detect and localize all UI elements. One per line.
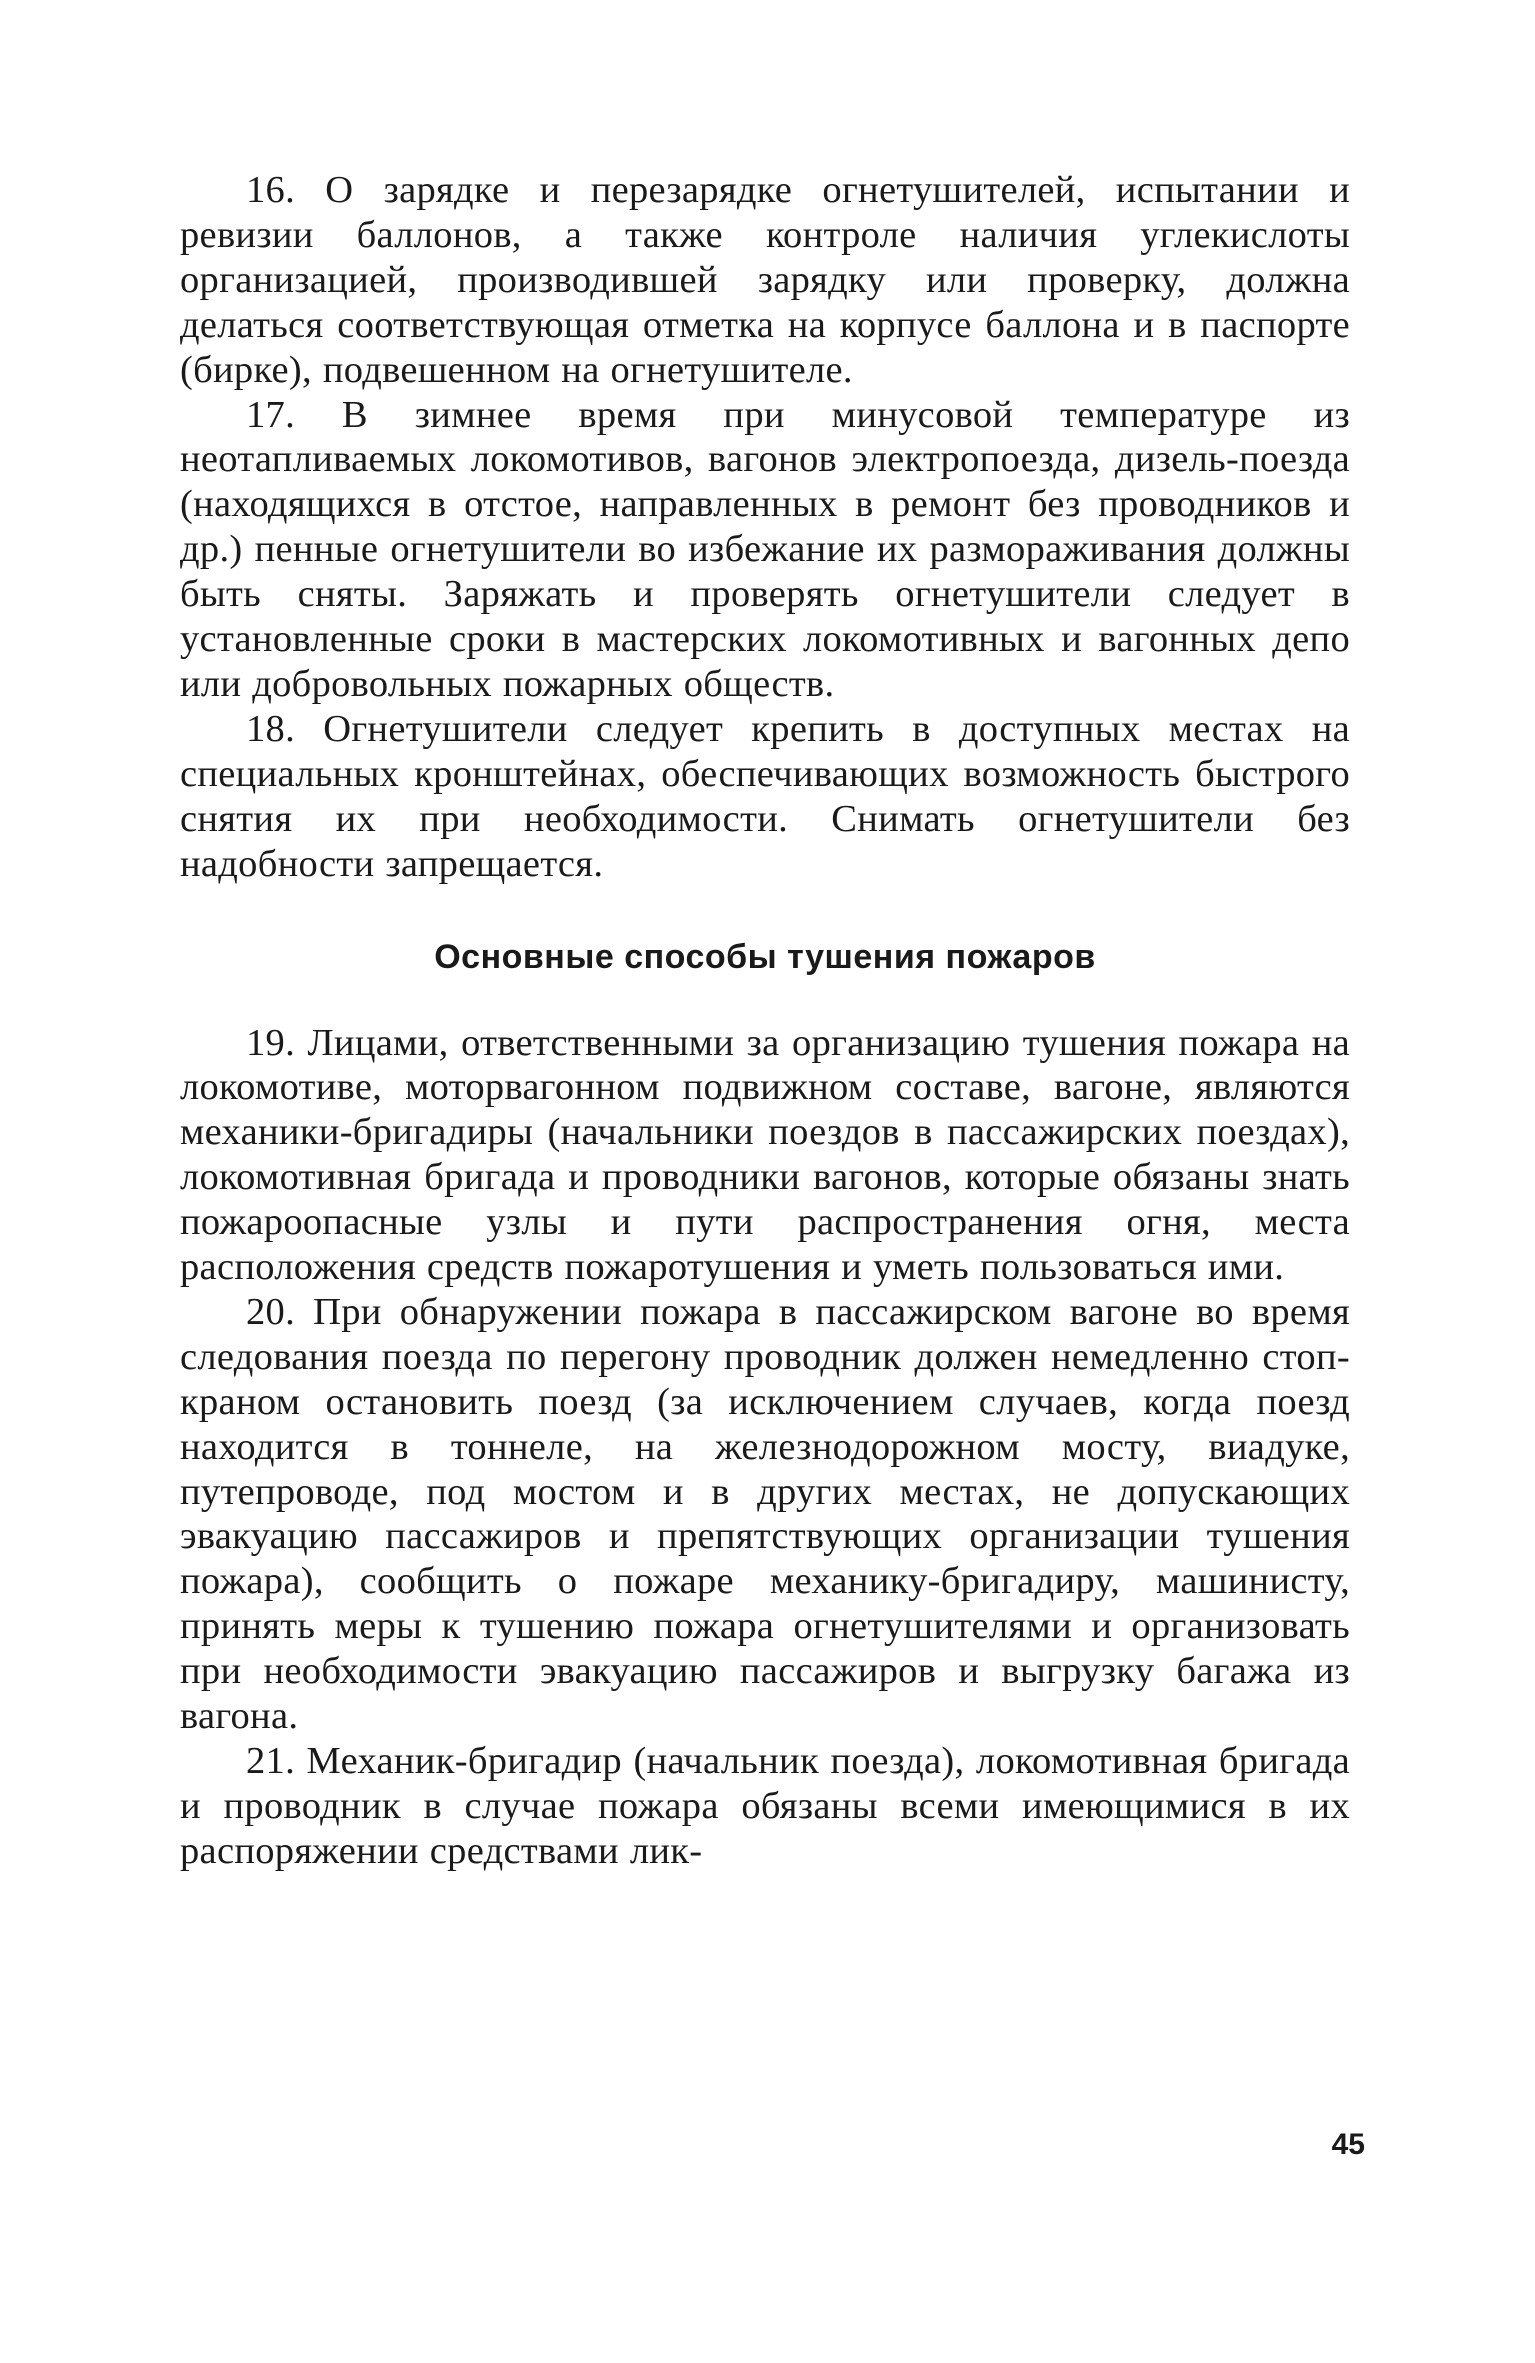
page-body xyxy=(180,168,1350,1874)
paragraph-20: 20. При обнаружении пожара в пассажирском вагоне во время следования поезда по перегону проводник должен немедленно стоп-краном остановить поезд (за исключением случаев, когда поезд находится в тоннеле, на железнодорожном мосту, виадуке, путепроводе, под мостом и в других местах, не допускающих эвакуацию пассажиров и препятствующих организации тушения пожара), сообщить о пожаре механику-бригадиру, машинисту, принять меры к тушению пожара огнетушителями и организовать при необходимости эвакуацию пассажиров и выгрузку багажа из вагона. xyxy=(180,1290,1350,1738)
paragraph-21: 21. Механик-бригадир (начальник поезда), локомотивная бригада и проводник в случае пожара обязаны всеми имеющимися в их распоряжении средствами лик- xyxy=(180,1740,1350,1872)
paragraph-17: 17. В зимнее время при минусовой температуре из неотапливаемых локомотивов, вагонов электропоезда, дизель-поезда (находящихся в отстое, направленных в ремонт без проводников и др.) пенные огнетушители во избежание их размораживания должны быть сняты. Заряжать и проверять огнетушители следует в установленные сроки в мастерских локомотивных и вагонных депо или добровольных пожарных обществ. xyxy=(180,393,1350,705)
section-heading: Основные способы тушения пожаров xyxy=(434,937,1096,976)
paragraph-16: 16. О зарядке и перезарядке огнетушителей, испытании и ревизии баллонов, а также контроле наличия углекислоты организацией, производившей зарядку или проверку, должна делаться соответствующая отметка на корпусе баллона и в паспорте (бирке), подвешенном на огнетушителе. xyxy=(180,169,1350,391)
paragraph-19: 19. Лицами, ответственными за организацию тушения пожара на локомотиве, моторвагонном подвижном составе, вагоне, являются механики-бригадиры (начальники поездов в пассажирских поездах), локомотивная бригада и проводники вагонов, которые обязаны знать пожароопасные узлы и пути распространения огня, места расположения средств пожаротушения и уметь пользоваться ими. xyxy=(180,1021,1350,1289)
page-number: 45 xyxy=(1331,2128,1365,2161)
paragraph-18: 18. Огнетушители следует крепить в доступных местах на специальных кронштейнах, обеспечивающих возможность быстрого снятия их при необходимости. Снимать огнетушители без надобности запрещается. xyxy=(180,707,1350,885)
